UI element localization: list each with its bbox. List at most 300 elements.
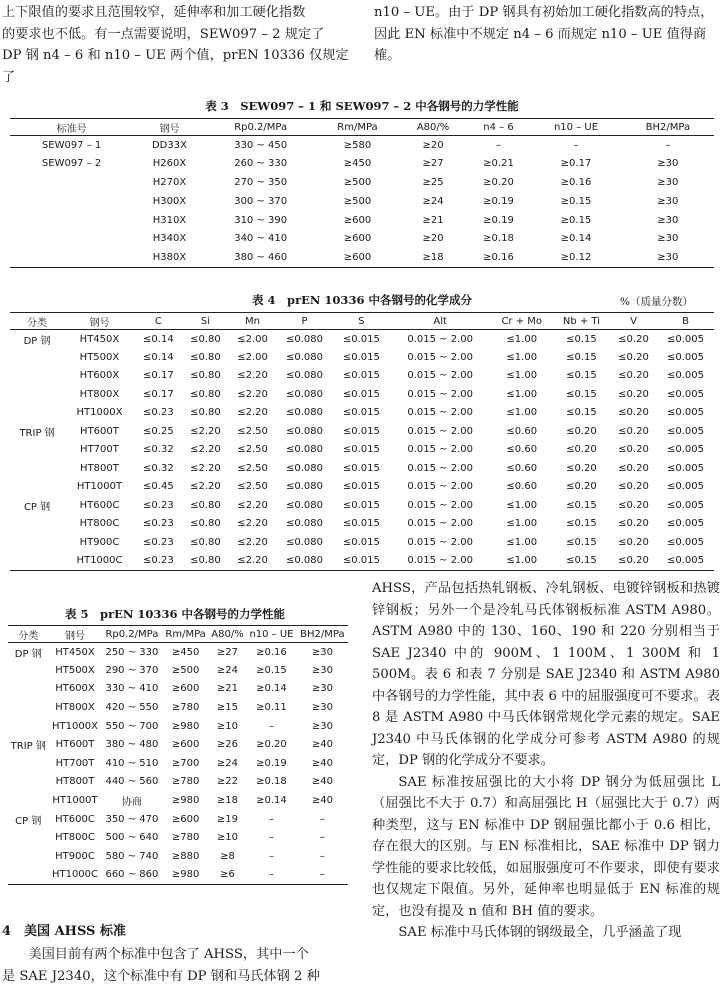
table-cell: 0.015 ~ 2.00	[407, 462, 473, 474]
table-cell: –	[268, 813, 274, 825]
table-cell: ≤0.005	[667, 370, 705, 382]
table-cell: HT450X	[55, 646, 95, 658]
table-row	[10, 515, 714, 534]
table-cell: 340 ~ 410	[234, 233, 288, 245]
table-cell: ≤0.15	[566, 407, 597, 419]
table-cell: ≥780	[171, 776, 200, 788]
table4-title: 表 4 prEN 10336 中各钢号的化学成分	[252, 293, 472, 307]
table-cell: ≥22	[216, 776, 239, 788]
table-cell: ≤0.015	[342, 407, 380, 419]
table-cell: HT800C	[79, 518, 120, 530]
table-cell: ≤0.14	[143, 333, 174, 345]
table-cell: ≤0.015	[342, 351, 380, 363]
paragraph: AHSS，产品包括热轧钢板、冷轧钢板、电镀锌钢板和热镀锌钢板；另外一个是冷轧马氏体钢板标准 ASTM A980。ASTM A980 中的 130、160、190 和 220 分别相当于 SAE J2340 中的 900M、1 100M、1 300M 和 1 500M。表 6 和表 7 分别是 SAE J2340 和 ASTM A980 中各钢号的力学性能，其中表 6 中的屈服强度可不要求。表 8 是 ASTM A980 中马氏体钢常规化学元素的规定。SAE J2340 中马氏体钢的化学成分可参考 ASTM A980 的规定，DP 钢的化学成分不要求。	[372, 581, 720, 768]
table-cell: ≤0.80	[190, 555, 221, 566]
table-cell: ≤0.15	[566, 518, 597, 530]
table-cell	[10, 248, 133, 267]
col-header: BH2/MPa	[645, 121, 691, 133]
table-cell: 660 ~ 860	[105, 869, 159, 881]
table-cell: ≤0.32	[143, 444, 174, 456]
table-cell: ≤0.20	[618, 481, 649, 493]
table-row	[10, 229, 714, 248]
table-cell: ≥700	[171, 757, 200, 769]
table-cell: ≥0.14	[256, 795, 287, 807]
table-cell	[10, 515, 64, 534]
table-cell: ≥0.17	[560, 158, 592, 170]
table-cell: ≥18	[216, 795, 239, 807]
table-cell: –	[319, 869, 325, 881]
table-cell: HT800C	[55, 832, 95, 844]
table-cell: ≥19	[216, 813, 239, 825]
table-cell: ≤0.80	[190, 407, 221, 419]
table-cell: HT1000X	[52, 720, 98, 732]
col-header: B	[682, 315, 689, 327]
table-cell: HT1000C	[76, 555, 123, 566]
intro-line: DP 钢 n4 – 6 和 n10 – UE 两个值，prEN 10336 仅规定了	[2, 48, 349, 85]
table-cell: ≤0.23	[143, 555, 174, 566]
table-cell: ≤0.60	[506, 425, 538, 437]
table-cell: ≤0.17	[143, 370, 174, 382]
table-cell: HT900C	[79, 536, 120, 548]
table-cell: TRIP 钢	[10, 741, 46, 753]
table-cell: ≤0.20	[618, 555, 649, 566]
col-header: 钢号	[64, 630, 85, 642]
table-cell: ≤0.15	[566, 499, 597, 511]
table-cell: ≤0.20	[618, 462, 649, 474]
table-row	[10, 496, 714, 515]
table-cell: ≤0.080	[285, 425, 323, 437]
table-cell: HT600C	[55, 813, 95, 825]
table-cell: ≥24	[216, 757, 239, 769]
table-cell: ≤0.015	[342, 425, 380, 437]
table-cell: ≤2.20	[237, 370, 268, 382]
table-cell: ≥30	[657, 233, 679, 245]
table-cell: HT700T	[80, 444, 119, 456]
table-cell: ≤2.20	[190, 425, 221, 437]
table-cell: ≤0.20	[618, 444, 649, 456]
table-cell: ≤0.15	[566, 555, 597, 566]
table-row	[10, 459, 714, 478]
table-cell: HT1000T	[52, 795, 98, 807]
right-column-text	[372, 578, 720, 944]
table-cell: ≥0.15	[256, 664, 287, 676]
col-header: Rm/MPa	[165, 628, 206, 640]
table-cell: ≤0.080	[285, 388, 323, 400]
col-header: n10 – UE	[249, 628, 294, 640]
table-cell: HT450X	[79, 333, 120, 345]
table-cell: 380 ~ 480	[105, 739, 159, 751]
col-header: S	[358, 315, 365, 327]
section4-line: 美国目前有两个标准中包含了 AHSS，其中一个	[28, 947, 309, 962]
table-cell: ≤2.20	[237, 536, 268, 548]
intro-line: 上下限值的要求且范围较窄，延伸率和加工硬化指数	[2, 5, 306, 20]
table-cell: 0.015 ~ 2.00	[407, 555, 473, 566]
col-header: 分类	[27, 317, 48, 329]
table-cell: 270 ~ 350	[234, 176, 288, 188]
table-row	[8, 791, 348, 810]
table-cell: ≥6	[220, 869, 235, 881]
table-cell: ≤0.015	[342, 370, 380, 382]
table-cell: ≥8	[220, 850, 235, 862]
table-cell: ≤2.20	[190, 462, 221, 474]
table-cell: ≥500	[343, 176, 372, 188]
table-cell: HT800T	[80, 462, 119, 474]
section4-text	[2, 944, 360, 987]
table-cell: –	[319, 850, 325, 862]
col-header: 标准号	[56, 123, 87, 135]
table-cell	[10, 459, 64, 478]
table-cell: ≤0.080	[285, 351, 323, 363]
table-cell: ≥0.14	[256, 683, 287, 695]
table-cell: 290 ~ 370	[105, 664, 159, 676]
table-cell: ≥10	[216, 832, 239, 844]
table-cell: HT800X	[79, 388, 120, 400]
table-cell: ≤0.080	[285, 555, 323, 566]
table-cell: HT600T	[80, 425, 119, 437]
table-cell: ≥450	[343, 158, 372, 170]
table-cell: ≥0.15	[560, 214, 592, 226]
table-cell: ≥0.16	[560, 176, 592, 188]
table-cell: 550 ~ 700	[105, 720, 159, 732]
table-cell: –	[319, 813, 325, 825]
table-cell: ≤0.20	[566, 462, 597, 474]
table-cell: ≥40	[311, 757, 333, 769]
table-cell: ≤0.15	[566, 388, 597, 400]
table-cell: ≤0.15	[566, 370, 597, 382]
section-heading: 4 美国 AHSS 标准	[2, 924, 126, 939]
table-cell: 协商	[121, 797, 142, 809]
table-cell: ≤0.20	[618, 351, 649, 363]
table-cell: HT600X	[79, 370, 120, 382]
table-cell	[8, 866, 49, 885]
table-cell: ≤0.80	[190, 518, 221, 530]
table-cell: 330 ~ 410	[105, 683, 159, 695]
table-cell: 0.015 ~ 2.00	[407, 333, 473, 345]
table-cell: HT1000X	[76, 407, 123, 419]
table-cell: ≥980	[171, 720, 200, 732]
col-header: Si	[200, 315, 211, 327]
table-cell: ≤2.50	[237, 481, 268, 493]
col-header: Rp0.2/MPa	[234, 121, 288, 133]
table-cell: ≤0.15	[566, 536, 597, 548]
table-row	[8, 847, 348, 866]
table-cell: ≥0.16	[256, 646, 287, 658]
table-cell: ≥0.19	[483, 195, 514, 207]
table-cell: ≥0.11	[256, 702, 287, 714]
table-cell: ≤2.50	[237, 462, 268, 474]
table-cell: ≤0.20	[618, 370, 649, 382]
table-cell: ≤0.005	[667, 351, 705, 363]
table-cell: 0.015 ~ 2.00	[407, 407, 473, 419]
table-cell: ≤0.20	[566, 425, 597, 437]
table-cell: ≤0.080	[285, 536, 323, 548]
table-cell: ≤0.015	[342, 481, 380, 493]
table-cell	[8, 698, 49, 717]
table-cell: ≤2.00	[237, 333, 268, 345]
table-cell: ≤1.00	[506, 499, 538, 511]
table-row	[10, 211, 714, 230]
table-cell: ≤1.00	[506, 370, 538, 382]
table-cell: ≤0.23	[143, 407, 174, 419]
table-cell: H380X	[152, 251, 187, 263]
table-cell: ≤0.80	[190, 388, 221, 400]
table-cell	[8, 828, 49, 847]
table-row	[8, 828, 348, 847]
table-cell: ≤0.25	[143, 425, 174, 437]
intro-line: n10 – UE。由于 DP 钢具有初始加工硬化指数高的特点，	[374, 5, 714, 20]
table-row	[10, 404, 714, 423]
table-cell: ≥30	[657, 195, 679, 207]
table-cell: DP 钢	[14, 648, 42, 660]
table-cell: 330 ~ 450	[234, 139, 288, 151]
table-cell: ≥0.15	[560, 195, 592, 207]
table-cell: –	[319, 832, 325, 844]
table-cell: H270X	[152, 176, 187, 188]
table-cell: ≤0.005	[667, 481, 705, 493]
col-header: C	[154, 315, 162, 327]
table-row	[8, 754, 348, 773]
table-cell: ≤0.015	[342, 333, 380, 345]
table-cell: ≤0.80	[190, 351, 221, 363]
table-cell	[8, 717, 49, 736]
table-cell: ≥600	[343, 214, 372, 226]
table-cell: 260 ~ 330	[234, 158, 288, 170]
table-cell: ≥15	[216, 702, 239, 714]
table-cell: ≤0.60	[506, 481, 538, 493]
col-header: A80/%	[211, 628, 244, 640]
table-cell: ≤0.080	[285, 462, 323, 474]
table-cell: ≤1.00	[506, 536, 538, 548]
table-cell: –	[268, 832, 274, 844]
table-cell: ≤0.080	[285, 333, 323, 345]
table-cell: ≤1.00	[506, 407, 538, 419]
table-cell	[8, 773, 49, 792]
table-cell: ≤0.080	[285, 370, 323, 382]
table-cell: ≥21	[422, 214, 444, 226]
table-cell: 350 ~ 470	[105, 813, 159, 825]
table-cell: H300X	[152, 195, 187, 207]
table-cell: ≤0.005	[667, 407, 705, 419]
table-cell: ≥30	[311, 702, 333, 714]
table-cell: ≥30	[311, 683, 333, 695]
table-cell	[10, 404, 64, 423]
table-cell: ≤0.080	[285, 499, 323, 511]
table-header-row	[8, 626, 348, 643]
table-cell: ≥30	[311, 720, 333, 732]
table-cell: HT600X	[55, 683, 95, 695]
table-cell: ≤0.20	[618, 518, 649, 530]
table-cell: ≥40	[311, 739, 333, 751]
table-cell: ≥26	[216, 739, 239, 751]
table-row	[8, 717, 348, 736]
table-cell: ≤2.50	[237, 444, 268, 456]
table-cell: 380 ~ 460	[234, 251, 288, 263]
col-header: Cr + Mo	[501, 315, 543, 327]
table-cell: ≥0.19	[256, 757, 287, 769]
table-cell: 500 ~ 640	[105, 832, 159, 844]
table-cell: CP 钢	[15, 815, 42, 827]
table-cell: ≤0.080	[285, 444, 323, 456]
col-header: Nb + Ti	[562, 315, 601, 327]
table-cell	[10, 552, 64, 571]
table-cell: –	[573, 139, 579, 151]
table-row	[8, 680, 348, 699]
table-cell: ≤1.00	[506, 388, 538, 400]
table-row	[10, 192, 714, 211]
table-cell: ≤0.015	[342, 388, 380, 400]
table-cell: ≤2.00	[237, 351, 268, 363]
table-cell: ≤0.20	[566, 481, 597, 493]
table-cell: 0.015 ~ 2.00	[407, 536, 473, 548]
table-cell	[10, 441, 64, 460]
table-row	[8, 661, 348, 680]
table-header-row	[10, 119, 714, 136]
table-cell: ≥30	[657, 176, 679, 188]
table-cell: ≥0.20	[256, 739, 287, 751]
table-cell: HT800T	[55, 776, 95, 788]
table-cell: ≤2.20	[237, 407, 268, 419]
table-cell: HT900C	[55, 850, 95, 862]
table-row	[10, 367, 714, 386]
table-cell: ≤1.00	[506, 555, 538, 566]
table-cell: ≤0.015	[342, 462, 380, 474]
table-cell: 410 ~ 510	[105, 757, 159, 769]
table-row	[10, 552, 714, 571]
table-cell: DD33X	[151, 139, 187, 151]
table-cell: ≤0.080	[285, 407, 323, 419]
table-cell: ≥0.14	[560, 233, 592, 245]
table-cell: HT500X	[55, 664, 95, 676]
table-cell: ≥24	[216, 664, 239, 676]
table-cell	[10, 533, 64, 552]
table-cell: ≤0.23	[143, 518, 174, 530]
section4-line: 是 SAE J2340，这个标准中有 DP 钢和马氏体钢 2 种	[2, 968, 320, 984]
table-cell: –	[268, 720, 274, 732]
table-cell	[10, 192, 133, 211]
table-row	[10, 154, 714, 173]
table-cell: HT1000T	[76, 481, 123, 493]
table-cell: HT800X	[55, 702, 95, 714]
table-cell: HT1000C	[51, 869, 99, 881]
table-cell: ≤2.20	[237, 518, 268, 530]
table-row	[10, 422, 714, 441]
table-cell: ≥450	[171, 646, 200, 658]
table-cell: ≤0.45	[143, 481, 174, 493]
table4	[10, 312, 714, 571]
table-cell: 0.015 ~ 2.00	[407, 518, 473, 530]
table-cell: ≤0.60	[506, 444, 538, 456]
table-cell: ≥580	[343, 139, 372, 151]
table-cell: ≥500	[343, 195, 372, 207]
table-cell: HT500X	[79, 351, 120, 363]
table-cell: ≥10	[216, 720, 239, 732]
table-cell: ≤0.015	[342, 444, 380, 456]
table-cell: ≤2.20	[190, 444, 221, 456]
table-cell: ≤0.005	[667, 499, 705, 511]
table-cell: ≥500	[171, 664, 200, 676]
col-header: P	[301, 315, 308, 327]
table-cell: ≤0.15	[566, 333, 597, 345]
table-cell: CP 钢	[23, 501, 51, 513]
table-cell: ≥780	[171, 702, 200, 714]
table-cell: TRIP 钢	[19, 427, 55, 439]
intro-left-text	[2, 2, 360, 88]
table-cell: 0.015 ~ 2.00	[407, 481, 473, 493]
table-cell: ≤2.20	[190, 481, 221, 493]
table-row	[10, 441, 714, 460]
table-cell: ≤0.080	[285, 481, 323, 493]
table-cell	[10, 478, 64, 497]
table-cell: SEW097 – 1	[41, 139, 102, 151]
table-cell: –	[268, 850, 274, 862]
table-cell	[10, 173, 133, 192]
table-cell: H340X	[152, 233, 187, 245]
table-cell	[10, 211, 133, 230]
table-cell: 250 ~ 330	[105, 646, 159, 658]
table-cell: ≥25	[422, 176, 444, 188]
table-cell: 0.015 ~ 2.00	[407, 499, 473, 511]
table-row	[10, 533, 714, 552]
table-cell	[10, 385, 64, 404]
table-cell: ≥780	[171, 832, 200, 844]
table-cell: ≤0.80	[190, 499, 221, 511]
table-cell: ≤0.17	[143, 388, 174, 400]
table-cell: ≤0.005	[667, 462, 705, 474]
table5-title: 表 5 prEN 10336 中各钢号的力学性能	[65, 607, 285, 621]
table-cell: ≥880	[171, 850, 200, 862]
table-cell: ≥600	[171, 683, 200, 695]
table-cell: ≤0.015	[342, 555, 380, 566]
col-header: 钢号	[159, 123, 180, 135]
table-cell: ≥40	[311, 795, 333, 807]
table-cell: 0.015 ~ 2.00	[407, 370, 473, 382]
table-cell: SEW097 – 2	[41, 158, 102, 170]
table-cell: ≤0.20	[618, 536, 649, 548]
table-cell: ≤0.20	[618, 407, 649, 419]
table-cell: ≥0.18	[483, 233, 514, 245]
table-cell: ≥600	[343, 251, 372, 263]
table-row	[8, 643, 348, 662]
col-header: Mn	[245, 315, 261, 327]
table-cell: ≥21	[216, 683, 239, 695]
table-cell: 310 ~ 390	[234, 214, 288, 226]
col-header: 分类	[18, 630, 39, 642]
table-cell: ≥600	[343, 233, 372, 245]
paragraph: SAE 标准中马氏体钢的钢级最全，几乎涵盖了现	[398, 925, 682, 940]
col-header: BH2/MPa	[300, 628, 345, 640]
table-row	[10, 478, 714, 497]
table-header-row	[10, 313, 714, 330]
col-header: n10 – UE	[553, 121, 599, 133]
table-cell: ≤1.00	[506, 351, 538, 363]
table-cell: ≤0.23	[143, 536, 174, 548]
table-cell: ≤0.20	[618, 333, 649, 345]
col-header: A80/%	[416, 121, 450, 133]
table-cell: ≤0.005	[667, 425, 705, 437]
table-cell: ≤0.20	[618, 425, 649, 437]
table-cell: ≥0.16	[483, 251, 514, 263]
table-cell: –	[495, 139, 501, 151]
col-header: V	[630, 315, 637, 327]
intro-line: 的要求也不低。有一点需要说明，SEW097 – 2 规定了	[2, 26, 325, 42]
table-cell: ≥980	[171, 795, 200, 807]
table-cell: ≤0.20	[566, 444, 597, 456]
table-cell	[10, 229, 133, 248]
table-cell: ≥20	[422, 139, 444, 151]
table-row	[8, 698, 348, 717]
table-cell	[8, 754, 49, 773]
table-cell: 0.015 ~ 2.00	[407, 351, 473, 363]
